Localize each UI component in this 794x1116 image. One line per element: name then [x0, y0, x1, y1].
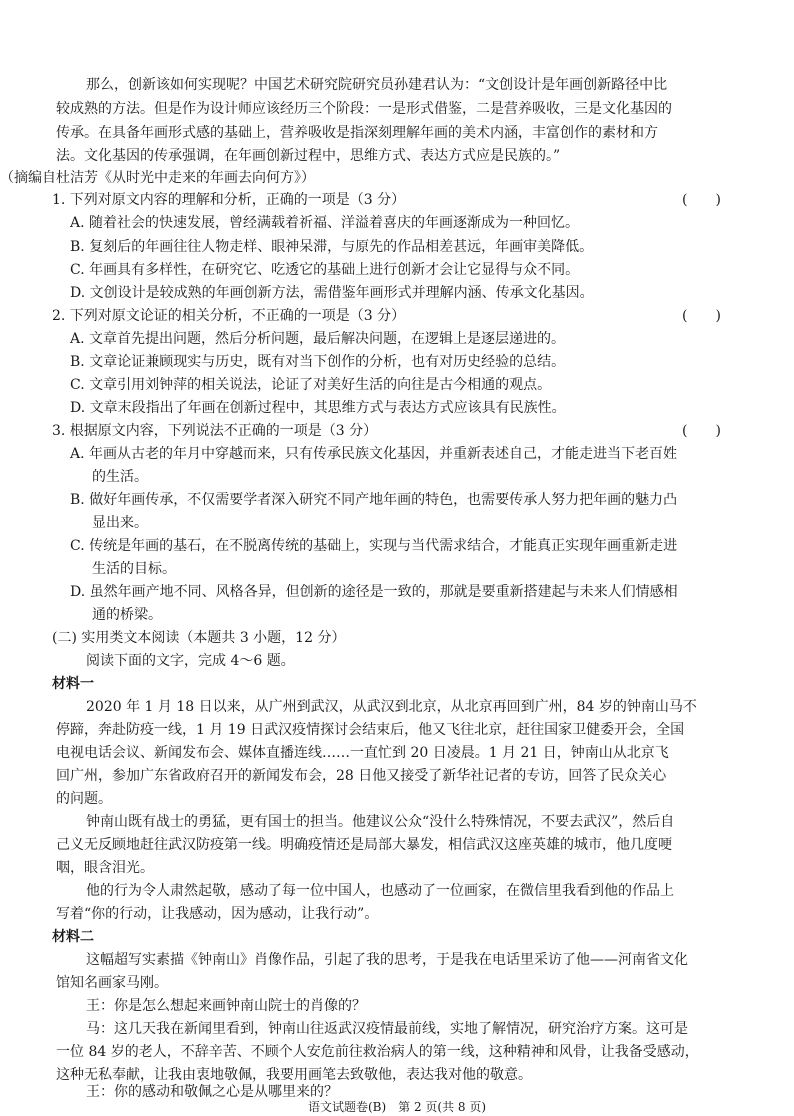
passage-line: 那么，创新该如何实现呢？中国艺术研究院研究员孙建君认为：“文创设计是年画创新路径中比 [86, 77, 668, 93]
passage-line: 传承。在具备年画形式感的基础上，营养吸收是指深刻理解年画的美术内涵，丰富创作的素材和方 [56, 125, 658, 141]
material-label: 材料一 [52, 676, 94, 692]
section-title: (二) 实用类文本阅读（本题共 3 小题，12 分） [52, 630, 346, 646]
material-line: 这幅超写实素描《钟南山》肖像作品，引起了我的思考，于是我在电话里采访了他——河南省文化 [86, 952, 688, 968]
section-instruction: 阅读下面的文字，完成 4～6 题。 [86, 653, 295, 669]
passage-line: 较成熟的方法。但是作为设计师应该经历三个阶段：一是形式借鉴，二是营养吸收，三是文化基因的 [56, 101, 672, 117]
q3-option-d-cont: 通的桥梁。 [92, 607, 162, 623]
material-line: 电视电话会议、新闻发布会、媒体直播连线……一直忙到 20 日凌晨。1 月 21 日，钟南山从北京飞 [56, 745, 669, 761]
q3-option-b: B. 做好年画传承，不仅需要学者深入研究不同产地年画的特色，也需要传承人努力把年画的魅力凸 [70, 492, 678, 508]
material-line: 2020 年 1 月 18 日以来，从广州到武汉，从武汉到北京，从北京再回到广州，84 岁的钟南山马不 [86, 699, 697, 715]
material-line: 回广州，参加广东省政府召开的新闻发布会，28 日他又接受了新华社记者的专访，回答了民众关心 [56, 768, 667, 784]
interview-answer: 马：这几天我在新闻里看到，钟南山往返武汉疫情最前线，实地了解情况，研究治疗方案。这可是 [86, 1021, 688, 1037]
answer-blank[interactable]: ( ) [682, 308, 721, 324]
material-label: 材料二 [52, 929, 94, 945]
q1-option-d: D. 文创设计是较成熟的年画创新方法，需借鉴年画形式并理解内涵、传承文化基因。 [70, 285, 594, 301]
q1-option-b: B. 复刻后的年画往往人物走样、眼神呆滞，与原先的作品相差甚远，年画审美降低。 [70, 239, 594, 255]
material-line: 己义无反顾地赶往武汉防疫第一线。明确疫情还是局部大暴发，相信武汉这座英雄的城市，他几度哽 [56, 837, 672, 853]
q3-option-c: C. 传统是年画的基石，在不脱离传统的基础上，实现与当代需求结合，才能真正实现年画重新走进 [70, 538, 678, 554]
material-line: 他的行为令人肃然起敬，感动了每一位中国人，也感动了一位画家，在微信里我看到他的作品上 [86, 883, 674, 899]
q2-option-a: A. 文章首先提出问题，然后分析问题，最后解决问题，在逻辑上是逐层递进的。 [70, 331, 566, 347]
q1-option-a: A. 随着社会的快速发展，曾经满载着祈福、洋溢着喜庆的年画逐渐成为一种回忆。 [70, 215, 580, 231]
interview-answer: 这种无私奉献，让我由衷地敬佩，我要用画笔去致敬他，表达我对他的敬意。 [56, 1067, 532, 1083]
answer-blank[interactable]: ( ) [682, 423, 721, 439]
material-line: 咽，眼含泪光。 [56, 860, 154, 876]
q3-option-a: A. 年画从古老的年月中穿越而来，只有传承民族文化基因，并重新表述自己，才能走进当下老百姓 [70, 446, 678, 462]
passage-line: 法。文化基因的传承强调，在年画创新过程中，思维方式、表达方式应是民族的。” [56, 148, 561, 164]
interview-answer: 一位 84 岁的老人，不辞辛苦、不顾个人安危前往救治病人的第一线，这种精神和风骨，让我备受感动， [56, 1044, 699, 1060]
q3-option-c-cont: 生活的目标。 [92, 561, 176, 577]
q3-option-a-cont: 的生活。 [92, 469, 148, 485]
question-1-stem: 1. 下列对原文内容的理解和分析，正确的一项是（3 分） [52, 192, 406, 208]
answer-blank[interactable]: ( ) [682, 192, 721, 208]
q1-option-c: C. 年画具有多样性，在研究它、吃透它的基础上进行创新才会让它显得与众不同。 [70, 262, 580, 278]
q3-option-b-cont: 显出来。 [92, 515, 148, 531]
material-line: 写着“你的行动，让我感动，因为感动，让我行动”。 [56, 906, 379, 922]
material-line: 馆知名画家马刚。 [56, 975, 168, 991]
material-line: 停蹄，奔赴防疫一线，1 月 19 日武汉疫情探讨会结束后，他又飞往北京，赶往国家卫健委开会，全国 [56, 722, 685, 738]
q2-option-b: B. 文章论证兼顾现实与历史，既有对当下创作的分析，也有对历史经验的总结。 [70, 354, 566, 370]
interview-question: 王：你是怎么想起来画钟南山院士的肖像的？ [86, 998, 366, 1014]
material-line: 钟南山既有战士的勇猛，更有国士的担当。他建议公众“没什么特殊情况，不要去武汉”，然后自 [86, 814, 675, 830]
q3-option-d: D. 虽然年画产地不同、风格各异，但创新的途径是一致的，那就是要重新搭建起与未来人们情感相 [70, 584, 678, 600]
passage-source: （摘编自杜洁芳《从时光中走来的年画去向何方》） [0, 170, 315, 186]
question-2-stem: 2. 下列对原文论证的相关分析，不正确的一项是（3 分） [52, 308, 406, 324]
q2-option-c: C. 文章引用刘钟萍的相关说法，论证了对美好生活的向往是古今相通的观点。 [70, 377, 552, 393]
q2-option-d: D. 文章末段指出了年画在创新过程中，其思维方式与表达方式应该具有民族性。 [70, 400, 566, 416]
material-line: 的问题。 [56, 791, 112, 807]
interview-question: 王：你的感动和敬佩之心是从哪里来的？ [86, 1084, 338, 1100]
page-footer: 语文试题卷(B) 第 2 页(共 8 页) [307, 1100, 487, 1114]
question-3-stem: 3. 根据原文内容，下列说法不正确的一项是（3 分） [52, 423, 378, 439]
